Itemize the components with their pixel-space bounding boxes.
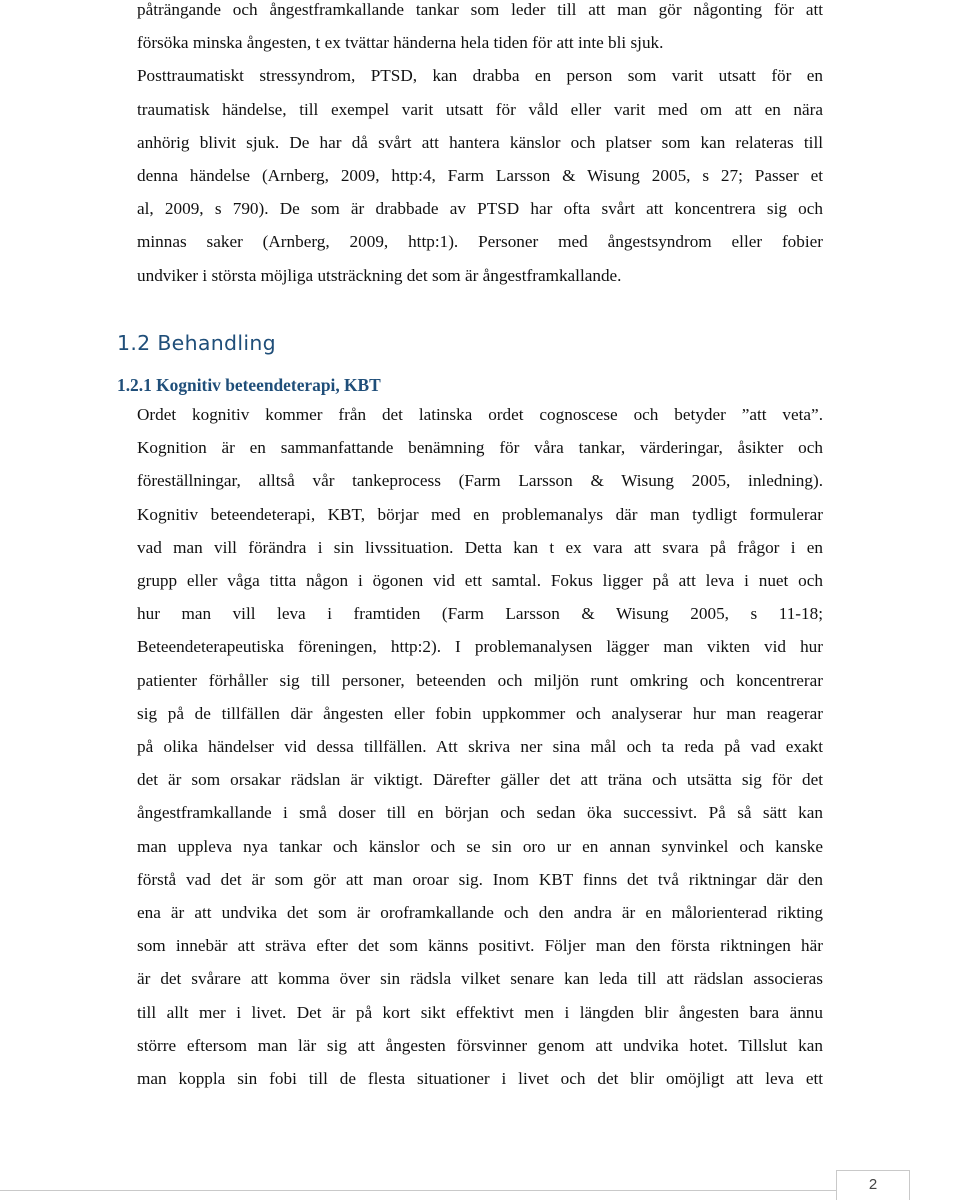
paragraph-line: ångestframkallande i små doser till en början och sedan öka successivt. På så sätt kan <box>137 803 823 823</box>
paragraph-line: föreställningar, alltså vår tankeprocess (Farm Larsson & Wisung 2005, inledning). <box>137 471 823 491</box>
paragraph-line: som innebär att sträva efter det som känns positivt. Följer man den första riktningen här <box>137 936 823 956</box>
intro-paragraph <box>137 0 823 292</box>
paragraph-line: grupp eller våga titta någon i ögonen vid ett samtal. Fokus ligger på att leva i nuet och <box>137 571 823 591</box>
paragraph-line: till allt mer i livet. Det är på kort sikt effektivt men i längden blir ångesten bara ännu <box>137 1002 823 1022</box>
paragraph-line: anhörig blivit sjuk. De har då svårt att hantera känslor och platser som kan relateras till <box>137 132 823 152</box>
paragraph-line: minnas saker (Arnberg, 2009, http:1). Personer med ångestsyndrom eller fobier <box>137 232 823 252</box>
footer-rule <box>0 1190 836 1191</box>
paragraph-line: är det svårare att komma över sin rädsla vilket senare kan leda till att rädslan associeras <box>137 969 823 989</box>
section-heading: 1.2 Behandling <box>117 331 276 355</box>
paragraph-line: Kognitiv beteendeterapi, KBT, börjar med en problemanalys där man tydligt formulerar <box>137 504 823 524</box>
paragraph-line: ena är att undvika det som är oroframkallande och den andra är en målorienterad rikting <box>137 903 823 923</box>
paragraph-line: vad man vill förändra i sin livssituation. Detta kan t ex vara att svara på frågor i en <box>137 537 823 557</box>
page-number-box <box>836 1170 910 1200</box>
paragraph-line: påträngande och ångestframkallande tankar som leder till att man gör någonting för att <box>137 0 823 19</box>
paragraph-line: Posttraumatiskt stressyndrom, PTSD, kan drabba en person som varit utsatt för en <box>137 66 823 86</box>
paragraph-line: Kognition är en sammanfattande benämning för våra tankar, värderingar, åsikter och <box>137 438 823 458</box>
paragraph-line: undviker i största möjliga utsträckning det som är ångestframkallande. <box>137 265 622 285</box>
paragraph-line: Beteendeterapeutiska föreningen, http:2). I problemanalysen lägger man vikten vid hur <box>137 637 823 657</box>
subsection-heading: 1.2.1 Kognitiv beteendeterapi, KBT <box>117 375 381 395</box>
paragraph-line: traumatisk händelse, till exempel varit utsatt för våld eller varit med om att en nära <box>137 99 823 119</box>
paragraph-line: denna händelse (Arnberg, 2009, http:4, Farm Larsson & Wisung 2005, s 27; Passer et <box>137 166 823 186</box>
paragraph-line: förstå vad det är som gör att man oroar sig. Inom KBT finns det två riktningar där den <box>137 869 823 889</box>
paragraph-line: man koppla sin fobi till de flesta situationer i livet och det blir omöjligt att leva ett <box>137 1069 823 1089</box>
paragraph-line: på olika händelser vid dessa tillfällen. Att skriva ner sina mål och ta reda på vad exakt <box>137 737 823 757</box>
paragraph-line: större eftersom man lär sig att ångesten försvinner genom att undvika hotet. Tillslut kan <box>137 1035 823 1055</box>
paragraph-line: patienter förhåller sig till personer, beteenden och miljön runt omkring och koncentrerar <box>137 670 823 690</box>
page-number: 2 <box>868 1176 878 1193</box>
paragraph-line: försöka minska ångesten, t ex tvättar händerna hela tiden för att inte bli sjuk. <box>137 33 664 53</box>
paragraph-line: det är som orsakar rädslan är viktigt. Därefter gäller det att träna och utsätta sig för det <box>137 770 823 790</box>
paragraph-line: hur man vill leva i framtiden (Farm Larsson & Wisung 2005, s 11-18; <box>137 604 823 624</box>
kbt-paragraph <box>137 398 823 1095</box>
paragraph-line: sig på de tillfällen där ångesten eller fobin uppkommer och analyserar hur man reagerar <box>137 703 823 723</box>
paragraph-line: Ordet kognitiv kommer från det latinska ordet cognoscese och betyder ”att veta”. <box>137 405 823 424</box>
paragraph-line: al, 2009, s 790). De som är drabbade av PTSD har ofta svårt att koncentrera sig och <box>137 199 823 219</box>
paragraph-line: man uppleva nya tankar och känslor och se sin oro ur en annan synvinkel och kanske <box>137 836 823 856</box>
